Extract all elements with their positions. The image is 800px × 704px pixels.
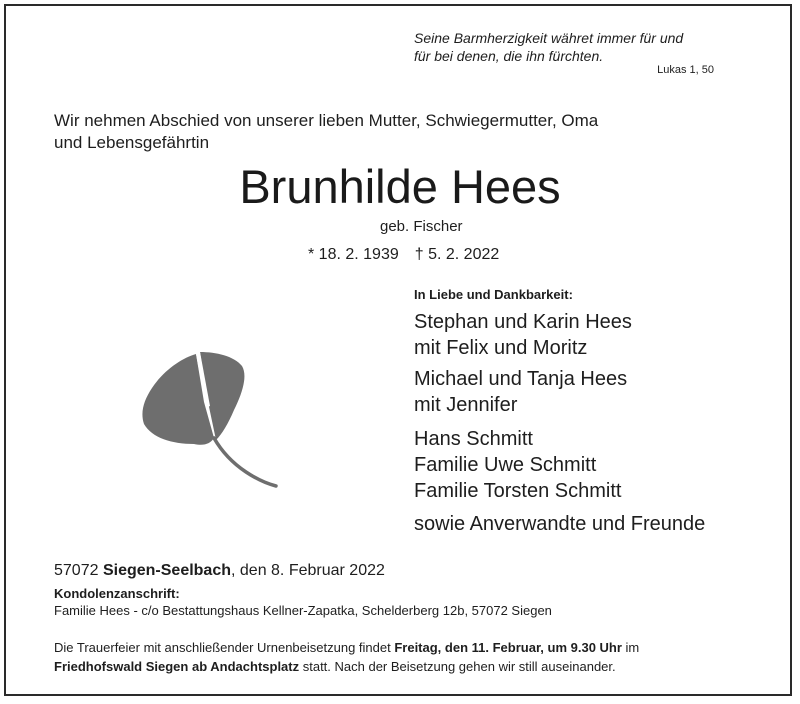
intro-line-2: und Lebensgefährtin: [54, 133, 210, 152]
verse-line-2: für bei denen, die ihn fürchten.: [414, 48, 604, 64]
mourner-line: Familie Uwe Schmitt: [414, 454, 597, 476]
death-date: † 5. 2. 2022: [414, 246, 500, 263]
condolence-address: Familie Hees - c/o Bestattungshaus Kellner-Zapatka, Schelderberg 12b, 57072 Siegen: [54, 603, 552, 618]
condolence-heading: Kondolenzanschrift:: [54, 586, 180, 601]
verse-reference: Lukas 1, 50: [657, 64, 714, 76]
born-name: geb. Fischer: [380, 218, 463, 235]
mourner-line: mit Felix und Moritz: [414, 337, 588, 359]
mourner-line: Michael und Tanja Hees: [414, 368, 628, 390]
zip-code: 57072: [54, 562, 99, 579]
mourner-line: Stephan und Karin Hees: [414, 311, 632, 333]
service-text: im: [621, 640, 640, 655]
intro-line-1: Wir nehmen Abschied von unserer lieben Mutter, Schwiegermutter, Oma: [54, 111, 599, 130]
thanks-heading: In Liebe und Dankbarkeit:: [414, 287, 573, 302]
mourner-group-1: [414, 309, 632, 361]
mourner-closing: sowie Anverwandte und Freunde: [414, 513, 706, 535]
mourner-line: mit Jennifer: [414, 394, 518, 416]
intro-text: [54, 110, 598, 154]
service-line-1: [54, 638, 639, 657]
service-info: [54, 638, 639, 676]
mourner-line: Familie Torsten Schmitt: [414, 480, 622, 502]
birth-date: * 18. 2. 1939: [308, 246, 399, 263]
ginkgo-leaf-icon: [138, 348, 284, 490]
service-location: Friedhofswald Siegen ab Andachtsplatz: [54, 659, 300, 674]
deceased-name: Brunhilde Hees: [239, 160, 561, 213]
place-date: [54, 562, 385, 580]
verse-line-1: Seine Barmherzigkeit währet immer für und: [414, 30, 684, 46]
service-text: Die Trauerfeier mit anschließender Urnenbeisetzung findet: [54, 640, 395, 655]
mourner-group-2: [414, 366, 627, 418]
mourner-line: Hans Schmitt: [414, 428, 533, 450]
service-text: statt. Nach der Beisetzung gehen wir still auseinander.: [299, 659, 616, 674]
notice-date: , den 8. Februar 2022: [231, 562, 385, 579]
mourner-group-3: [414, 426, 621, 504]
service-date: Freitag, den 11. Februar, um 9.30 Uhr: [394, 640, 622, 655]
city-name: Siegen-Seelbach: [102, 562, 231, 579]
bible-verse: [414, 29, 683, 65]
service-line-2: [54, 657, 639, 676]
life-dates: [308, 246, 499, 264]
